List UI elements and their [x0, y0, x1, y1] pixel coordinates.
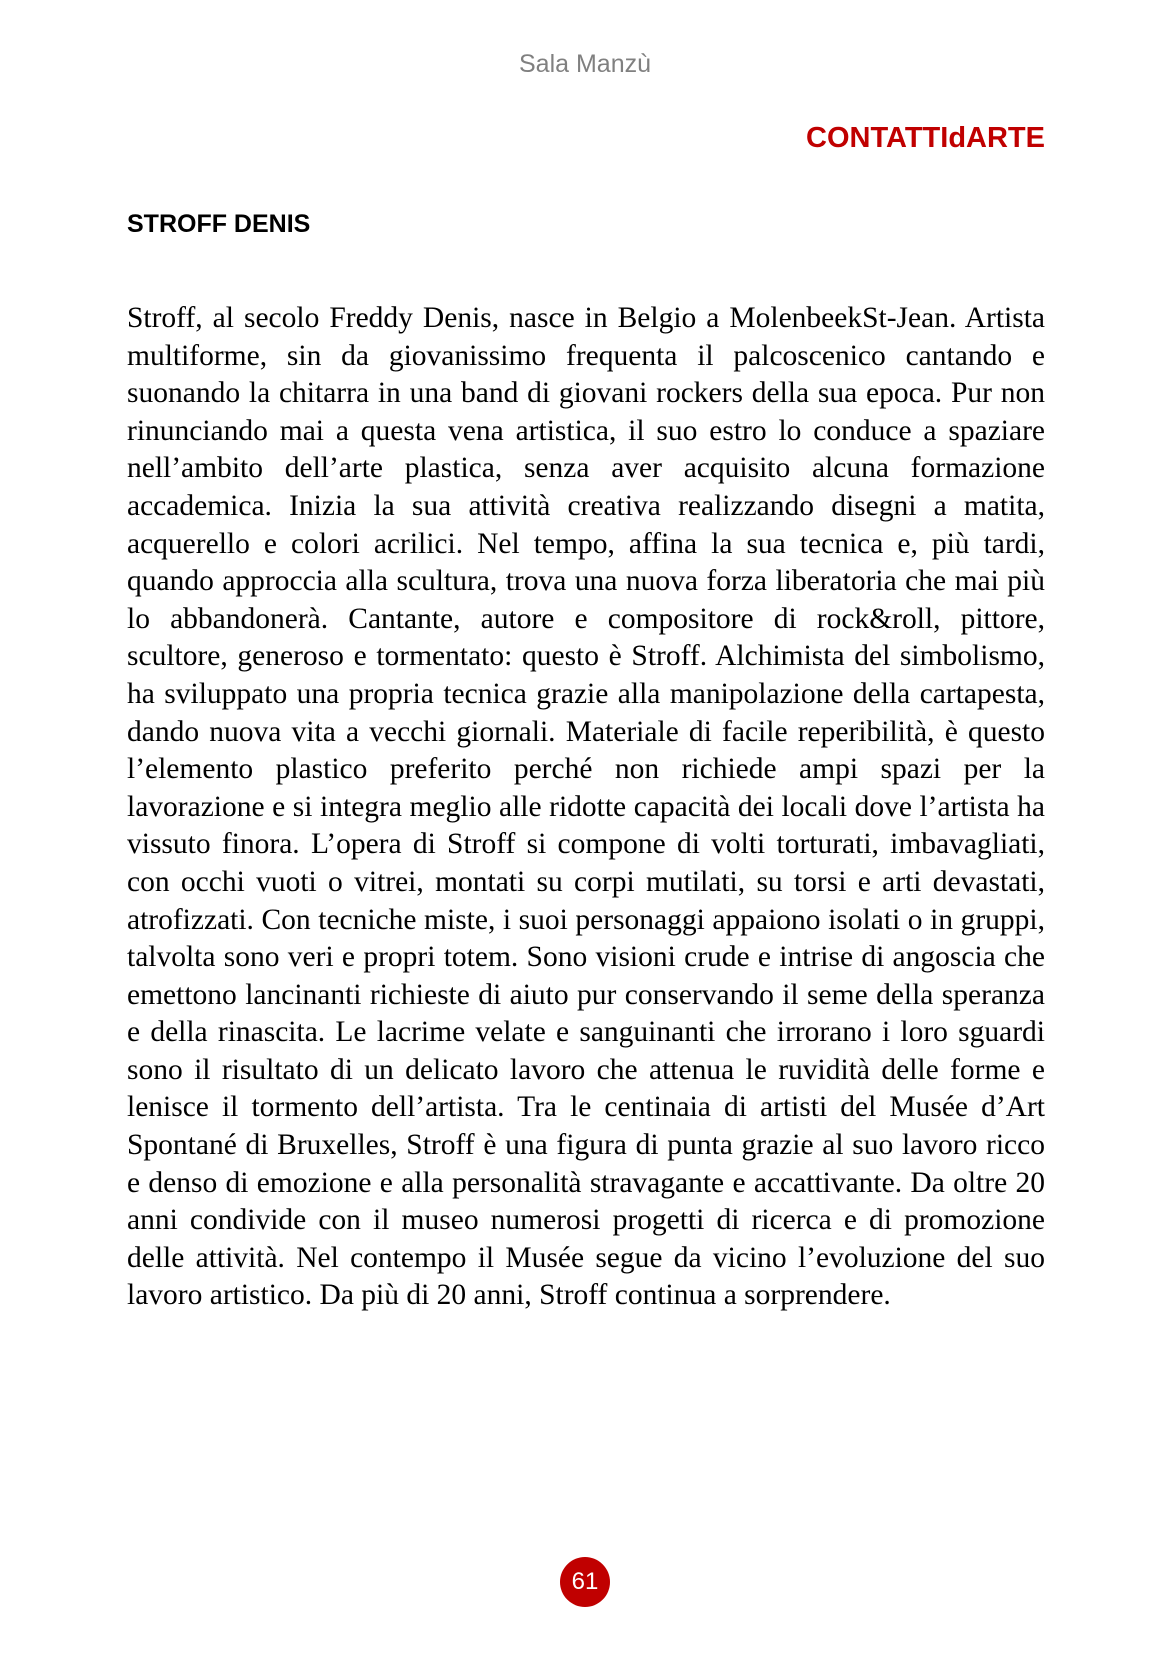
article-body: Stroff, al secolo Freddy Denis, nasce in Belgio a MolenbeekSt-Jean. Artista multiforme, sin da giovanissimo frequenta il palcoscenico cantando e suonando la chitarra in una band di giovani rockers della sua epoca. Pur non rinunciando mai a questa vena artistica, il suo estro lo conduce a spaziare nell’ambito dell’arte plastica, senza aver acquisito alcuna formazione accademica. Inizia la sua attività creativa realizzando disegni a matita, acquerello e colori acrilici. Nel tempo, affina la sua tecnica e, più tardi, quando approccia alla scultura, trova una nuova forza liberatoria che mai più lo abbandonerà. Cantante, autore e compositore di rock&roll, pittore, scultore, generoso e tormentato: questo è Stroff. Alchimista del simbolismo, ha sviluppato una propria tecnica grazie alla manipolazione della cartapesta, dando nuova vita a vecchi giornali. Materiale di facile reperibilità, è questo l’elemento plastico preferito perché non richiede ampi spazi per la lavorazione e si integra meglio alle ridotte capacità dei locali dove l’artista ha vissuto finora. L’opera di Stroff si compone di volti torturati, imbavagliati, con occhi vuoti o vitrei, montati su corpi mutilati, su torsi e arti devastati, atrofizzati. Con tecniche miste, i suoi personaggi appaiono isolati o in gruppi, talvolta sono veri e propri totem. Sono visioni crude e intrise di angoscia che emettono lancinanti richieste di aiuto pur conservando il seme della speranza e della rinascita. Le lacrime velate e sanguinanti che irrorano i loro sguardi sono il risultato di un delicato lavoro che attenua le ruvidità delle forme e lenisce il tormento dell’artista. Tra le centinaia di artisti del Musée d’Art Spontané di Bruxelles, Stroff è una figura di punta grazie al suo lavoro ricco e denso di emozione e alla personalità stravagante e accattivante. Da oltre 20 anni condivide con il museo numerosi progetti di ricerca e di promozione delle attività. Nel contempo il Musée segue da vicino l’evoluzione del suo lavoro artistico. Da più di 20 anni, Stroff continua a sorprendere. [127, 302, 1045, 1312]
page-number-badge: 61 [560, 1557, 610, 1607]
brand-title: CONTATTIdARTE [806, 122, 1045, 154]
running-header: Sala Manzù [518, 50, 652, 78]
article-title: STROFF DENIS [127, 210, 311, 238]
